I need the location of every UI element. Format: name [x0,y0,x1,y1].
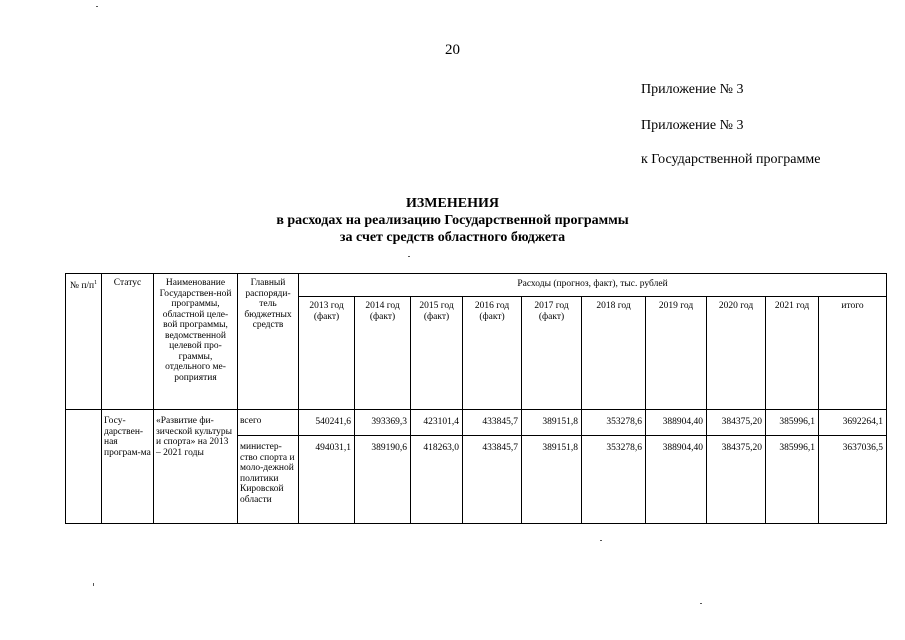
value-cell: 423101,4 [411,410,463,436]
header-year: 2021 год [766,297,819,410]
value-cell: 385996,1 [766,410,819,436]
value-cell: 353278,6 [582,436,646,524]
value-cell: 388904,40 [646,410,707,436]
scan-speck [700,603,702,604]
value-cell: 384375,20 [707,410,766,436]
header-num [66,274,102,410]
document-subtitle: в расходах на реализацию Государственной программы [276,213,629,228]
header-admin: Главный распоряди-тель бюджетных средств [238,274,299,410]
header-year: 2014 год (факт) [355,297,411,410]
value-cell: 433845,7 [463,410,522,436]
value-cell: 393369,3 [355,410,411,436]
header-expenses: Расходы (прогноз, факт), тыс. рублей [299,274,887,297]
row-admin-total-cell: всего [238,410,299,436]
header-status: Статус [102,274,154,410]
value-cell: 418263,0 [411,436,463,524]
header-year: 2015 год (факт) [411,297,463,410]
page-number: 20 [445,42,460,58]
expenses-table [65,273,887,524]
value-cell: 494031,1 [299,436,355,524]
total-cell: 3637036,5 [819,436,887,524]
header-year: 2018 год [582,297,646,410]
value-cell: 384375,20 [707,436,766,524]
header-total: итого [819,297,887,410]
header-year: 2017 год (факт) [522,297,582,410]
value-cell: 389151,8 [522,436,582,524]
header-year: 2019 год [646,297,707,410]
value-cell: 389151,8 [522,410,582,436]
value-cell: 385996,1 [766,436,819,524]
row-status-cell: Госу-дарствен-ная програм-ма [102,410,154,524]
value-cell: 540241,6 [299,410,355,436]
header-year: 2016 год (факт) [463,297,522,410]
scan-speck [93,583,94,586]
value-cell: 388904,40 [646,436,707,524]
document-subtitle-2: за счет средств областного бюджета [339,230,566,245]
scan-speck [96,6,98,7]
appendix-reference: к Государственной программе [641,152,821,167]
scan-speck [600,540,602,541]
value-cell: 353278,6 [582,410,646,436]
value-cell: 433845,7 [463,436,522,524]
value-cell: 389190,6 [355,436,411,524]
row-program-name-cell: «Развитие фи-зической культуры и спорта» на 2013 – 2021 годы [154,410,238,524]
row-admin-ministry-cell: министер-ство спорта и моло-дежной политики Кировской области [238,436,299,524]
header-year: 2013 год (факт) [299,297,355,410]
header-name: Наименование Государствен-ной программы, областной целе-вой программы, ведомственной целевой про-граммы, отдельного ме-роприятия [154,274,238,410]
total-cell: 3692264,1 [819,410,887,436]
appendix-label-repeat: Приложение № 3 [641,118,744,133]
row-num-cell [66,410,102,524]
header-num-footnote: 1 [94,280,98,286]
header-year: 2020 год [707,297,766,410]
document-title: ИЗМЕНЕНИЯ [406,196,499,211]
scan-speck [408,256,410,257]
expenses-table-wrapper [65,273,887,524]
table-row [66,410,887,436]
header-num-label: № п/п [69,281,95,292]
appendix-label: Приложение № 3 [641,82,744,97]
